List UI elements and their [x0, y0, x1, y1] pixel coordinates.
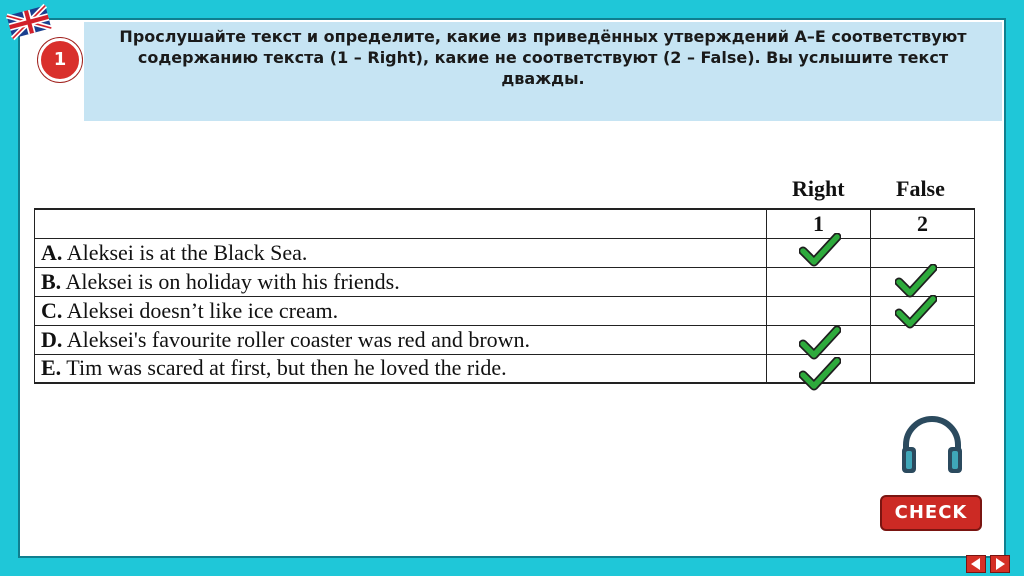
row-text: Aleksei is at the Black Sea. [66, 239, 308, 265]
row-letter: C. [41, 297, 63, 323]
row-letter: A. [41, 239, 63, 265]
instruction-line-2: содержанию текста (1 – Right), какие не соответствуют (2 – False). Вы услышите текст дважды. [137, 48, 949, 88]
table-cell-empty [35, 209, 767, 238]
next-slide-button[interactable] [990, 555, 1010, 573]
row-text: Aleksei's favourite roller coaster was red and brown. [66, 326, 531, 352]
headphones-icon[interactable] [896, 413, 968, 475]
arrow-left-icon [967, 556, 985, 572]
table-row [35, 267, 975, 296]
row-letter: D. [41, 326, 63, 352]
row-letter: E. [41, 355, 62, 381]
checkmark-icon [799, 233, 841, 269]
answer-cell-false[interactable] [871, 354, 975, 383]
row-letter: B. [41, 268, 62, 294]
column-header-right: Right [792, 176, 845, 201]
arrow-right-icon [991, 556, 1009, 572]
row-text: Tim was scared at first, but then he loved the ride. [66, 355, 507, 381]
instruction-banner [84, 22, 1002, 121]
subheader-right: 1 [767, 209, 871, 238]
subheader-false: 2 [871, 209, 975, 238]
row-text: Aleksei is on holiday with his friends. [65, 268, 400, 294]
answer-cell-right[interactable] [767, 267, 871, 296]
column-header-false: False [896, 176, 945, 201]
table-row [35, 296, 975, 325]
uk-flag-icon [4, 2, 54, 42]
row-text: Aleksei doesn’t like ice cream. [66, 297, 339, 323]
answer-cell-right[interactable] [767, 296, 871, 325]
checkmark-icon [895, 295, 937, 331]
check-button[interactable]: CHECK [880, 495, 982, 531]
prev-slide-button[interactable] [966, 555, 986, 573]
checkmark-icon [799, 357, 841, 393]
answer-cell-false[interactable] [871, 238, 975, 267]
instruction-line-1: Прослушайте текст и определите, какие из приведённых утверждений А–Е соответствуют [119, 27, 967, 46]
task-number-badge: 1 [38, 38, 82, 82]
